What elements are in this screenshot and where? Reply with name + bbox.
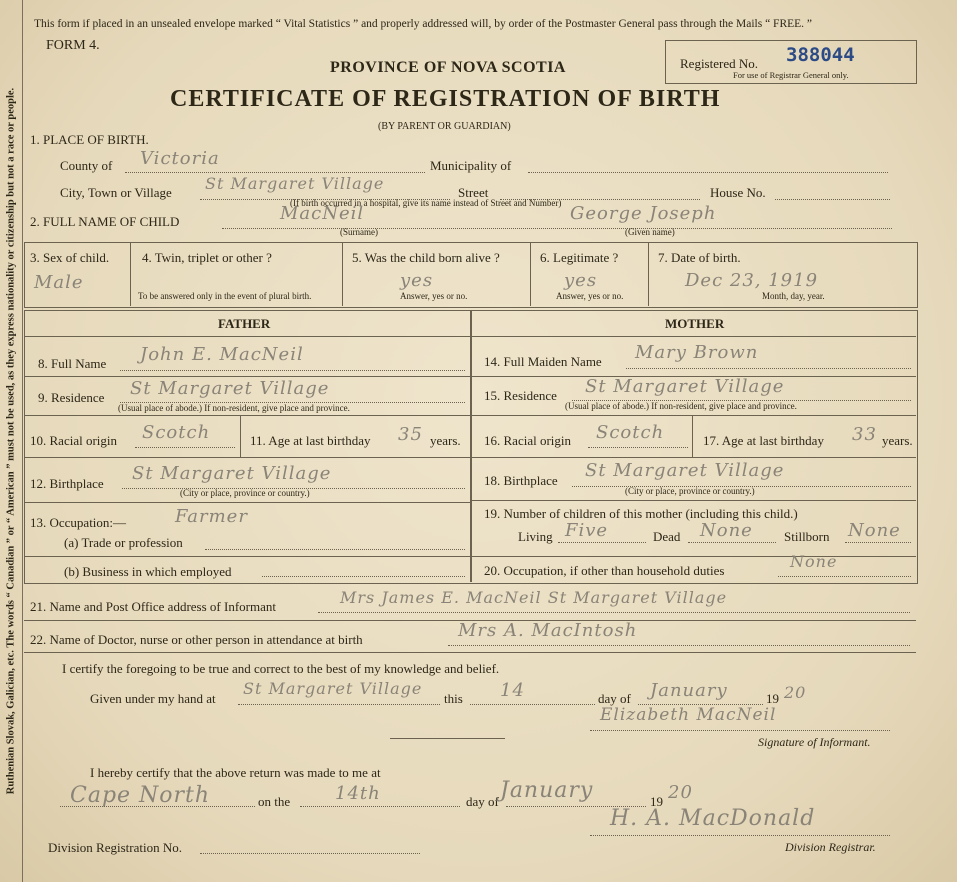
father-residence-label: 9. Residence [38,390,105,405]
legitimate-note: Answer, yes or no. [556,291,624,301]
registrar-place: Cape North [70,783,211,808]
certificate-subtitle: (BY PARENT OR GUARDIAN) [378,121,511,132]
dead-label: Dead [653,529,681,544]
father-business-label: (b) Business in which employed [64,564,232,579]
father-birthplace-label: 12. Birthplace [30,476,104,491]
house-number-label: House No. [710,185,766,200]
postal-notice: This form if placed in an unsealed envelope marked “ Vital Statistics ” and properly addressed will, by order of the Postmaster General pass through the Mails “ FREE. ” [34,18,813,30]
given-caption: (Given name) [625,227,675,237]
doctor-label: 22. Name of Doctor, nurse or other person in attendance at birth [30,632,363,647]
child-surname: MacNeil [280,203,365,224]
sex-label: 3. Sex of child. [30,250,110,265]
division-registration-label: Division Registration No. [48,840,182,855]
informant-signature-caption: Signature of Informant. [758,735,871,749]
given-day: 14 [500,680,525,701]
dead-value: None [700,520,753,541]
this-label: this [444,691,463,706]
surname-caption: (Surname) [340,227,378,237]
street-label: Street [458,185,489,200]
children-count-label: 19. Number of children of this mother (including this child.) [484,506,798,521]
informant-value: Mrs James E. MacNeil St Margaret Village [340,588,728,607]
given-place: St Margaret Village [243,679,423,698]
dob-value: Dec 23, 1919 [685,270,819,291]
mother-age-unit: years. [882,433,913,448]
mother-age-label: 17. Age at last birthday [703,433,824,448]
child-name-label: 2. FULL NAME OF CHILD [30,214,180,229]
mother-residence-value: St Margaret Village [585,376,785,397]
father-occupation-label: 13. Occupation:— [30,515,127,530]
division-registrar-caption: Division Registrar. [785,840,876,854]
mother-occupation-value: None [790,552,838,571]
stillborn-label: Stillborn [784,529,830,544]
alive-value: yes [400,270,434,291]
mother-racial-value: Scotch [596,422,665,443]
father-birthplace-note: (City or place, province or country.) [180,488,310,498]
father-age-value: 35 [398,424,423,445]
given-year-prefix: 19 [766,691,779,706]
father-trade-label: (a) Trade or profession [64,535,183,550]
county-value: Victoria [140,148,220,169]
father-name-label: 8. Full Name [38,356,107,371]
registrar-signature: H. A. MacDonald [610,806,816,831]
given-month: January [650,680,728,701]
alive-note: Answer, yes or no. [400,291,468,301]
mother-birthplace-value: St Margaret Village [585,460,785,481]
certify-statement: I certify the foregoing to be true and correct to the best of my knowledge and belief. [62,661,500,676]
father-birthplace-value: St Margaret Village [132,463,332,484]
father-age-label: 11. Age at last birthday [250,433,371,448]
margin-note-text: Ruthenian Slovak, Galician, etc. The words “ Canadian ” or “ American ” must not be used, as they express nationality or citizenship but not a race or people. [5,87,17,795]
sex-value: Male [34,272,84,293]
mother-heading: MOTHER [665,316,725,331]
dob-note: Month, day, year. [762,291,825,301]
informant-signature: Elizabeth MacNeil [600,705,777,725]
municipality-label: Municipality of [430,158,512,173]
given-year: 20 [784,683,807,702]
registrar-year: 20 [668,782,693,803]
father-heading: FATHER [218,316,271,331]
registrar-day: 14th [335,783,381,804]
dob-label: 7. Date of birth. [658,250,741,265]
registrar-general-note: For use of Registrar General only. [733,70,849,80]
registrar-statement: I hereby certify that the above return was made to me at [90,765,381,780]
registrar-month: January [500,778,594,803]
father-name-value: John E. MacNeil [140,344,304,365]
mother-name-label: 14. Full Maiden Name [484,354,602,369]
county-label: County of [60,158,113,173]
registrar-day-of-label: day of [466,794,499,809]
given-day-of-label: day of [598,691,631,706]
living-value: Five [565,520,609,541]
stillborn-value: None [848,520,901,541]
father-racial-value: Scotch [142,422,211,443]
father-racial-label: 10. Racial origin [30,433,118,448]
mother-residence-label: 15. Residence [484,388,557,403]
living-label: Living [518,529,553,544]
twin-note: To be answered only in the event of plural birth. [138,291,312,301]
twin-label: 4. Twin, triplet or other ? [142,250,272,265]
left-margin-note [0,0,23,882]
alive-label: 5. Was the child born alive ? [352,250,500,265]
legitimate-label: 6. Legitimate ? [540,250,619,265]
province-heading: PROVINCE OF NOVA SCOTIA [330,59,566,76]
father-age-unit: years. [430,433,461,448]
mother-racial-label: 16. Racial origin [484,433,572,448]
given-label: Given under my hand at [90,691,216,706]
mother-age-value: 33 [852,424,877,445]
mother-name-value: Mary Brown [635,342,759,363]
father-residence-note: (Usual place of abode.) If non-resident, give place and province. [118,403,350,413]
mother-birthplace-note: (City or place, province or country.) [625,486,755,496]
city-value: St Margaret Village [205,174,385,193]
father-occupation-value: Farmer [175,506,248,527]
registered-label: Registered No. [680,56,758,71]
informant-label: 21. Name and Post Office address of Informant [30,599,276,614]
certificate-title: CERTIFICATE OF REGISTRATION OF BIRTH [170,86,721,112]
on-the-label: on the [258,794,291,809]
legitimate-value: yes [564,270,598,291]
doctor-value: Mrs A. MacIntosh [458,620,638,641]
mother-residence-note: (Usual place of abode.) If non-resident, give place and province. [565,401,797,411]
hospital-note: (If birth occurred in a hospital, give its name instead of Street and Number) [290,198,562,208]
father-residence-value: St Margaret Village [130,378,330,399]
registrar-year-prefix: 19 [650,794,663,809]
registered-number: 388044 [786,44,855,66]
mother-occupation-label: 20. Occupation, if other than household duties [484,563,725,578]
mother-birthplace-label: 18. Birthplace [484,473,558,488]
form-number: FORM 4. [46,38,100,53]
place-of-birth-heading: 1. PLACE OF BIRTH. [30,132,149,147]
child-given-name: George Joseph [570,203,717,224]
city-label: City, Town or Village [60,185,172,200]
